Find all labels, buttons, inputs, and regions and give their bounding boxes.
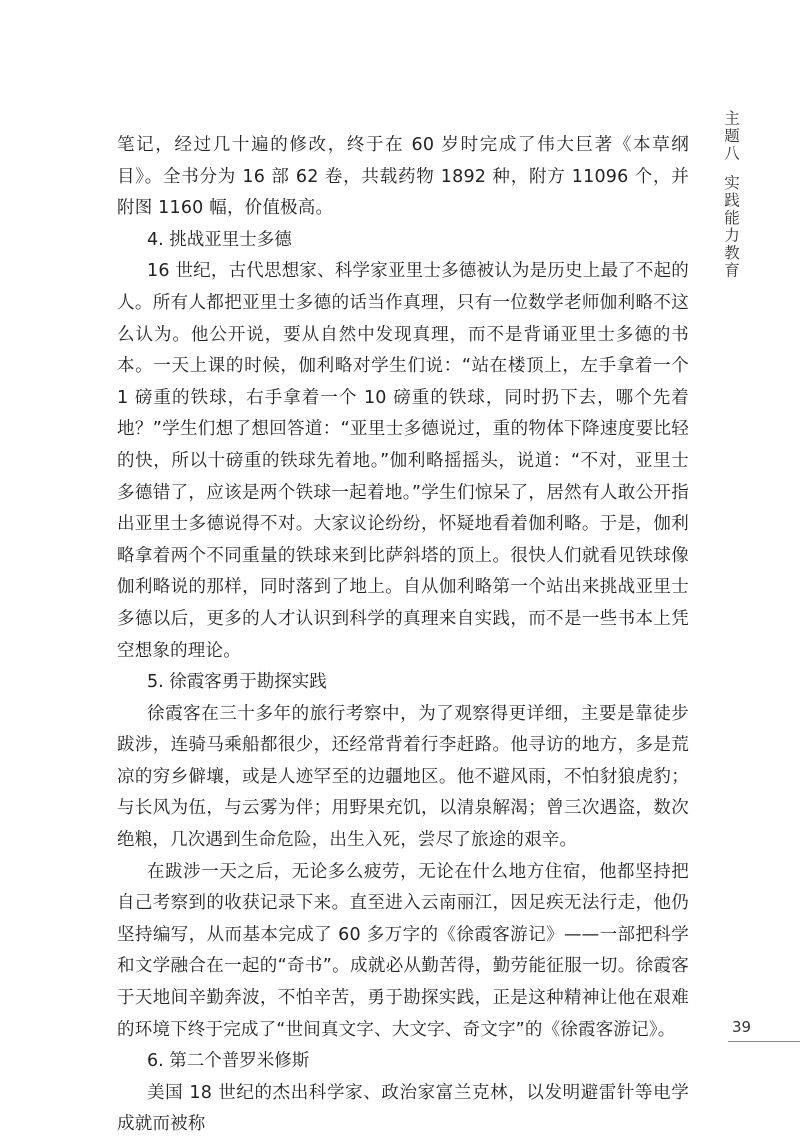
paragraph-xu-xiake-1: 徐霞客在三十多年的旅行考察中，为了观察得更详细，主要是靠徒步跋涉，连骑马乘船都很少，还经常背着行李赶路。他寻访的地方，多是荒凉的穷乡僻壤，或是人迹罕至的边疆地区。他不避风雨，不怕豺狼虎豹；与长风为伍，与云雾为伴；用野果充饥，以清泉解渴；曾三次遇盗，数次绝粮，几次遇到生命危险，出生入死，尝尽了旅途的艰辛。 [117,703,689,851]
page-number: 39 [732,1018,752,1036]
section-heading-5: 5. 徐霞客勇于勘探实践 [147,672,327,693]
chapter-subject: 实践能力教育 [722,174,740,280]
paragraph-galileo: 16 世纪，古代思想家、科学家亚里士多德被认为是历史上最了不起的人。所有人都把亚里士多德的话当作真理，只有一位数学老师伽利略不这么认为。他公开说，要从自然中发现真理，而不是背诵亚里士多德的书本。一天上课的时候，伽利略对学生们说：“站在楼顶上，左手拿着一个 1 磅重的铁球，右手拿着一个 10 磅重的铁球，同时扔下去，哪个先着地？”学生们想了想回答道：“亚里士多德说过，重的物体下降速度要比轻的快，所以十磅重的铁球先着地。”伽利略摇摇头，说道：“不对，亚里士多德错了，应该是两个铁球一起着地。”学生们惊呆了，居然有人敢公开指出亚里士多德说得不对。大家议论纷纷，怀疑地看着伽利略。于是，伽利略拿着两个不同重量的铁球来到比萨斜塔的顶上。很快人们就看见铁球像伽利略说的那样，同时落到了地上。自从伽利略第一个站出来挑战亚里士多德以后，更多的人才认识到科学的真理来自实践，而不是一些书本上凭空想象的理论。 [117,261,689,661]
paragraph-continuation: 笔记，经过几十遍的修改，终于在 60 岁时完成了伟大巨著《本草纲目》。全书分为 16 部 62 卷，共载药物 1892 种，附方 11096 个，并附图 1160 幅，价值极高。 [117,135,689,219]
page-body [117,130,689,1141]
chapter-theme: 主题八 [722,110,740,163]
paragraph-franklin: 美国 18 世纪的杰出科学家、政治家富兰克林，以发明避雷针等电学成就而被称 [117,1082,689,1135]
section-heading-4: 4. 挑战亚里士多德 [147,229,292,250]
paragraph-xu-xiake-2: 在跋涉一天之后，无论多么疲劳，无论在什么地方住宿，他都坚持把自己考察到的收获记录下来。直至进入云南丽江，因足疾无法行走，他仍坚持编写，从而基本完成了 60 多万字的《徐霞客游记》——一部把科学和文学融合在一起的“奇书”。成就必从勤苦得，勤劳能征服一切。徐霞客于天地间辛勤奔波，不怕辛苦，勇于勘探实践，正是这种精神让他在艰难的环境下终于完成了“世间真文字、大文字、奇文字”的《徐霞客游记》。 [117,861,689,1040]
section-heading-6: 6. 第二个普罗米修斯 [147,1051,310,1072]
side-chapter-title [722,110,742,280]
page-number-rule [728,1041,800,1042]
